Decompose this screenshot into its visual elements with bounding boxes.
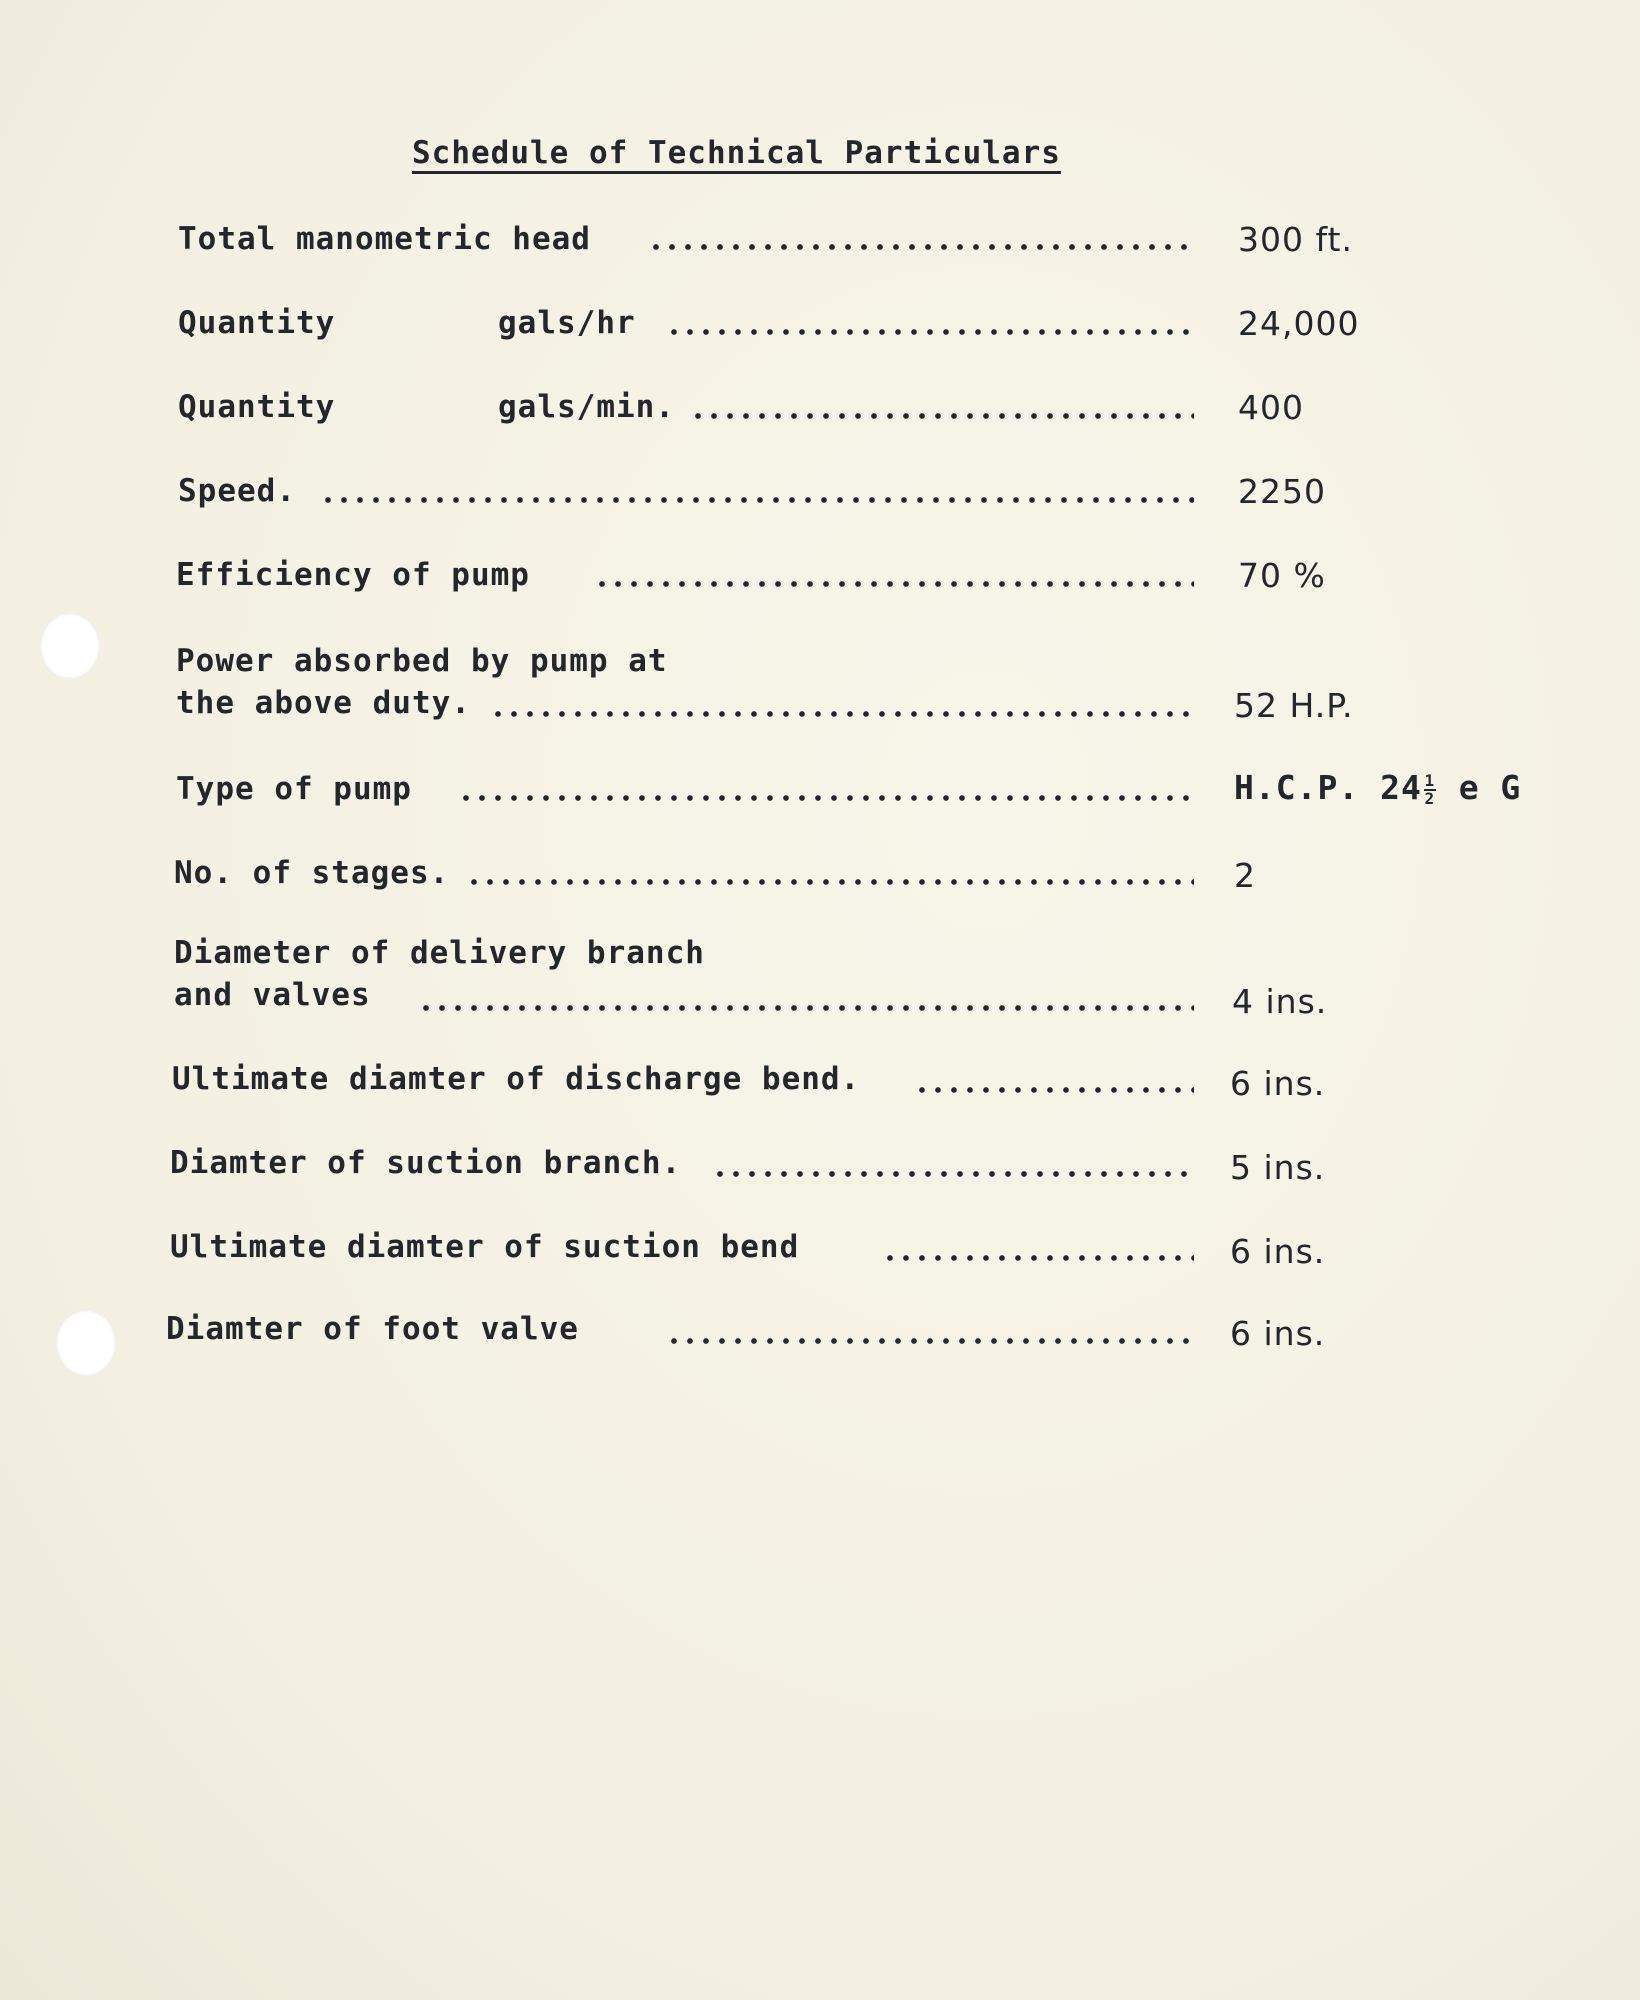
dot-leader	[690, 413, 1194, 419]
spec-label: Ultimate diamter of discharge bend.	[172, 1061, 861, 1097]
pump-type-suffix: e G	[1458, 768, 1522, 807]
punch-hole-bottom	[56, 1310, 116, 1376]
spec-label: Efficiency of pump	[176, 557, 530, 593]
spec-row	[174, 932, 705, 1016]
spec-value: 4 ins.	[1232, 982, 1328, 1021]
spec-label: Diamter of suction branch.	[170, 1145, 682, 1181]
spec-row	[176, 768, 412, 810]
pump-type-prefix: H.C.P. 24	[1234, 768, 1422, 807]
dot-leader	[466, 879, 1194, 885]
dot-leader	[594, 581, 1194, 587]
spec-row	[178, 302, 335, 344]
spec-label: Speed.	[178, 473, 296, 509]
spec-row	[172, 1058, 860, 1100]
dot-leader	[418, 1005, 1194, 1011]
spec-label: Type of pump	[176, 771, 412, 807]
spec-label: Quantity	[178, 305, 336, 341]
spec-label-line: the above duty.	[176, 685, 471, 721]
spec-unit: gals/min.	[498, 389, 675, 425]
dot-leader	[882, 1255, 1194, 1261]
page-title: Schedule of Technical Particulars	[412, 135, 1061, 171]
fraction-numerator: 1	[1424, 770, 1436, 790]
dot-leader	[648, 244, 1194, 250]
spec-label: No. of stages.	[174, 855, 450, 891]
spec-label-line: Diameter of delivery branch	[174, 935, 705, 971]
spec-value: 52 H.P.	[1234, 686, 1354, 725]
fraction	[1424, 770, 1436, 808]
spec-row	[176, 554, 530, 596]
spec-label: Ultimate diamter of suction bend	[170, 1229, 800, 1265]
spec-value: 24,000	[1238, 304, 1360, 343]
spec-row	[170, 1226, 799, 1268]
dot-leader	[490, 711, 1194, 717]
spec-row	[174, 852, 449, 894]
spec-label: Diamter of foot valve	[166, 1311, 579, 1347]
spec-value: 300 ft.	[1238, 220, 1353, 259]
spec-value: 2250	[1238, 472, 1326, 511]
dot-leader	[914, 1087, 1194, 1093]
dot-leader	[320, 497, 1194, 503]
dot-leader	[712, 1171, 1194, 1177]
dot-leader	[458, 795, 1194, 801]
spec-value: 6 ins.	[1230, 1064, 1326, 1103]
spec-row	[178, 470, 296, 512]
spec-value: 2	[1234, 856, 1256, 895]
spec-label: Total manometric head	[178, 221, 591, 257]
spec-row	[170, 1142, 681, 1184]
punch-hole-top	[40, 613, 100, 679]
dot-leader	[666, 329, 1194, 335]
spec-value	[1234, 768, 1521, 807]
spec-value: 400	[1238, 388, 1304, 427]
spec-row	[178, 386, 335, 428]
spec-value: 6 ins.	[1230, 1314, 1326, 1353]
fraction-denominator: 2	[1424, 788, 1436, 808]
dot-leader	[666, 1338, 1194, 1344]
spec-row	[178, 218, 591, 260]
spec-value: 5 ins.	[1230, 1148, 1326, 1187]
spec-row	[166, 1308, 579, 1350]
spec-value: 6 ins.	[1230, 1232, 1326, 1271]
spec-unit: gals/hr	[498, 305, 636, 341]
spec-label: Quantity	[178, 389, 336, 425]
spec-label-line: Power absorbed by pump at	[176, 643, 668, 679]
spec-label-line: and valves	[174, 977, 371, 1013]
spec-value: 70 %	[1238, 556, 1326, 595]
